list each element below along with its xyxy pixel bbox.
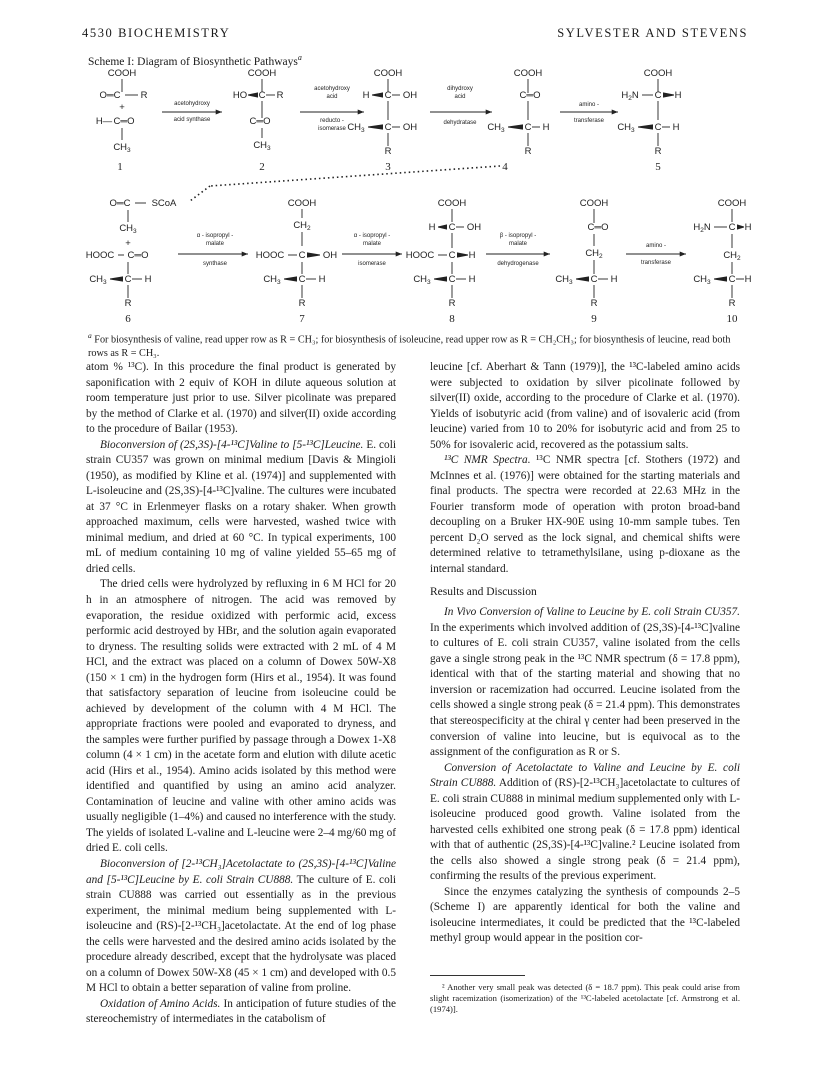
scheme-label: reducto - — [320, 118, 344, 124]
scheme-label: C — [448, 274, 456, 285]
scheme-footnote: $^a$ For biosynthesis of valine, read upper row as R = CH₃; for biosynthesis of isoleucine, read upper row as R = CH₂CH₃; for biosynthesis of leucine, read both rows as R = CH₃. — [88, 331, 731, 359]
scheme-label: R — [524, 146, 532, 157]
scheme-label: α - isopropyl - — [196, 233, 234, 239]
scheme-label: 4 — [502, 161, 508, 173]
scheme-label: acid — [454, 94, 466, 100]
scheme-label: COOH — [579, 198, 609, 209]
scheme-label: H — [744, 274, 752, 285]
scheme-label: H — [542, 122, 550, 133]
scheme-label: H — [468, 250, 476, 261]
scheme-label: 6 — [125, 313, 131, 325]
scheme-label: C — [590, 274, 598, 285]
methyl-label: $CH_3$ — [263, 274, 281, 286]
scheme-label: R — [448, 298, 456, 309]
scheme-label: C — [258, 90, 266, 101]
scheme-label: COOH — [437, 198, 467, 209]
methyl-label: $CH_3$ — [347, 122, 365, 134]
right-text-column — [430, 360, 740, 947]
scheme-label: H — [744, 222, 752, 233]
scheme-label: OH — [322, 250, 338, 261]
paragraph-text: E. coli strain CU357 was grown on minimal medium [Davis & Mingioli (1950), as modified by Kline et al. (1974)] and supplemented with L-isoleucine and (2S,3S)-[4-¹³C]valine. The cultures were incubated at 37 °C in Erlenmeyer flasks on a rotary shaker. When growth approached maximum, cells were harvested, washed twice with minimal medium, and dried at 60 °C. In typical experiments, 100 mL of medium containing 10 mg of valine yielded 55–65 mg of dried cells. — [86, 438, 396, 575]
biosynthetic-pathway-scheme — [80, 66, 750, 336]
paragraph-text: In anticipation of future studies of the stereochemistry of intermediates in the catabolism of — [86, 997, 396, 1026]
scheme-label: H — [362, 90, 370, 101]
scheme-label: HOOC — [255, 250, 285, 261]
scheme-label: C═O — [249, 116, 271, 127]
paragraph-text: Since the enzymes catalyzing the synthesis of compounds 2–5 (Scheme I) are apparently identical for both the valine and isoleucine intermediates, it could be predicted that the ¹³C-labeled methyl group would appear in the position cor- — [430, 885, 740, 945]
scheme-label: 7 — [299, 313, 305, 325]
wedge-bond — [434, 276, 447, 281]
methyl-label: $CH_3$ — [617, 122, 635, 134]
section-heading: Results and Discussion — [430, 586, 537, 599]
amino-label: $H_2N$ — [693, 222, 711, 234]
methyl-label: $CH_3$ — [253, 140, 271, 152]
wedge-bond — [372, 92, 383, 97]
scheme-label: SCoA — [151, 198, 177, 209]
scheme-label: acetohydroxy — [174, 101, 210, 107]
scheme-label: OH — [402, 90, 418, 101]
scheme-label: R — [590, 298, 598, 309]
scheme-label: acetohydroxy — [314, 86, 350, 92]
wedge-bond — [737, 224, 744, 229]
scheme-label: C═O — [113, 116, 135, 127]
scheme-label: COOH — [107, 68, 137, 79]
scheme-label: C — [654, 90, 662, 101]
scheme-label: H — [318, 274, 326, 285]
scheme-label: C — [448, 250, 456, 261]
running-header-right: SYLVESTER AND STEVENS — [557, 26, 748, 40]
paragraph — [430, 360, 740, 453]
scheme-label: malate — [362, 241, 382, 247]
scheme-label: H — [672, 122, 680, 133]
scheme-label: 8 — [449, 313, 455, 325]
methyl-label: $CH_3$ — [555, 274, 573, 286]
wedge-bond — [248, 92, 258, 97]
paragraph-lead: Bioconversion of [2-¹³CH₃]Acetolactate to (2S,3S)-[4-¹³C]Valine and [5-¹³C]Leucine by E. coli Strain CU888. — [86, 858, 396, 886]
scheme-label: C═O — [519, 90, 541, 101]
paragraph — [430, 605, 740, 760]
scheme-label: C═O — [127, 250, 149, 261]
scheme-label: HOOC — [405, 250, 435, 261]
dotted-connector — [190, 186, 210, 201]
paragraph-text: The dried cells were hydrolyzed by refluxing in 6 M HCl for 20 h in an atmosphere of nitrogen. The acid was removed by evaporation, the residue oxidized with performic acid, excess performic acid destroyed by HBr, and the solution again evaporated to dryness. The resulting solids were extracted with 2 mL of 4 M HCl, and the extract was placed on a column of Dowex 50W-X8 (150 × 1 cm) in the hydrogen form (Hirs et al., 1954). It was found that satisfactory separation of leucine from isoleucine could be achieved by development of the column with 4 M HCl. The appropriate fractions were pooled and evaporated to dryness, and the samples were further purified by passage through a Dowex 1-X8 column (4 × 1 cm) in the acetate form and elution with dilute acetic acid (Hirs et al., 1954). Amino acids isolated by this method were identified and quantified by using an amino acid analyzer. Contamination of leucine and valine with other amino acids was usually negligible (1–4%) and caused no interference with the study. The yields of isolated L-valine and L-leucine were 2–4 mg/60 mg of dried E. coli cells. — [86, 578, 396, 855]
paragraph-lead: Oxidation of Amino Acids. — [100, 997, 221, 1010]
scheme-label: β - isopropyl - — [499, 233, 537, 239]
scheme-label: R — [298, 298, 306, 309]
paragraph — [86, 997, 396, 1028]
paragraph — [430, 885, 740, 947]
paragraph-text: Addition of (RS)-[2-¹³CH₃]acetolactate to cultures of E. coli strain CU888 in minimal medium supplemented only with L-isoleucine produced good growth. Valine isolated from the harvested cells exhibited one strong peak (δ = 17.8 ppm) identical with that of authentic (2S,3S)-[4-¹³C]valine.² Leucine isolated from the cells also showed a single strong peak (δ = 21.4 ppm), confirming the results of the previous experiment. — [430, 777, 740, 883]
left-text-column — [86, 360, 396, 1028]
paragraph — [86, 577, 396, 857]
wedge-bond — [110, 276, 123, 281]
scheme-label: C — [124, 274, 132, 285]
paragraph-text: atom % ¹³C). In this procedure the final product is generated by saponification with 2 equiv of KOH in dilute aqueous solution at room temperature just prior to use. Silver picolinate was prepared by the method of Clarke et al. (1970) and silver(II) oxide according to the procedure of Bailar (1953). — [86, 361, 396, 436]
scheme-label: 3 — [385, 161, 391, 173]
paragraph-lead: Bioconversion of (2S,3S)-[4-¹³C]Valine to [5-¹³C]Leucine. — [100, 438, 364, 451]
paragraph-lead: In Vivo Conversion of Valine to Leucine by E. coli Strain CU357. — [444, 606, 740, 619]
scheme-label: C — [524, 122, 532, 133]
scheme-label: C — [384, 90, 392, 101]
methyl-label: $CH_3$ — [413, 274, 431, 286]
paragraph-text: In the experiments which involved addition of (2S,3S)-[4-¹³C]valine to cultures of E. coli strain CU357, valine isolated from the cells gave a single strong peak in the ¹³C NMR spectrum (δ = 17.8 ppm), identical with that of the starting material and showing that no inversion or racemization had occurred. Leucine isolated from the cells showed a single strong peak (δ = 21.4 ppm). This demonstrates that stereospecificity at the chiral γ center had been preserved in the conversion of valine into leucine, but is equivocal as to the assignment of the configuration as R or S. — [430, 621, 740, 759]
running-header-left: 4530 BIOCHEMISTRY — [82, 26, 231, 40]
scheme-label: COOH — [717, 198, 747, 209]
scheme-label: isomerase — [358, 261, 386, 267]
wedge-bond — [438, 224, 447, 229]
scheme-label: COOH — [373, 68, 403, 79]
scheme-label: H— — [95, 116, 113, 127]
methyl-label: $CH_3$ — [119, 223, 137, 235]
paragraph-text: The culture of E. coli strain CU888 was carried out essentially as in the previous experiment, the minimal medium being supplemented with L-isoleucine and (RS)-[2-¹³CH₃]acetolactate. At the end of log phase the cells were harvested and the desired amino acids isolated by the procedure already described, except that the hydrolysate was placed on a column of Dowex 50W-X8 (45 × 1 cm) and developed with 0.5 M HCl to obtain a better separation of valine from proline. — [86, 873, 397, 995]
scheme-label: O═C — [99, 90, 121, 101]
scheme-label: COOH — [643, 68, 673, 79]
paragraph — [86, 438, 396, 578]
scheme-label: 2 — [259, 161, 265, 173]
paragraph — [86, 360, 396, 438]
paragraph — [430, 453, 740, 577]
scheme-label: HOOC — [85, 250, 115, 261]
scheme-label: transferase — [573, 118, 605, 124]
scheme-label: dehydrogenase — [497, 261, 539, 267]
scheme-label: H — [674, 90, 682, 101]
scheme-label: OH — [402, 122, 418, 133]
scheme-label: C═O — [587, 222, 609, 233]
wedge-bond — [638, 124, 653, 129]
scheme-label: C — [384, 122, 392, 133]
scheme-label: COOH — [247, 68, 277, 79]
methyl-label: $CH_3$ — [487, 122, 505, 134]
scheme-title: Scheme I: Diagram of Biosynthetic Pathways$^a$ — [88, 53, 302, 68]
scheme-label: C — [728, 274, 736, 285]
methyl-label: $CH_3$ — [89, 274, 107, 286]
paragraph — [430, 761, 740, 885]
scheme-label: dehydratase — [443, 120, 477, 126]
scheme-label: synthase — [202, 261, 228, 267]
scheme-label: acid synthase — [173, 117, 211, 123]
scheme-label: COOH — [513, 68, 543, 79]
scheme-label: transferase — [640, 260, 672, 266]
scheme-label: 9 — [591, 313, 597, 325]
methyl-label: $CH_2$ — [723, 250, 741, 262]
paragraph — [86, 857, 396, 997]
scheme-label: 1 — [117, 161, 123, 173]
scheme-label: R — [124, 298, 132, 309]
scheme-label: H — [610, 274, 618, 285]
amino-label: $H_2N$ — [621, 90, 639, 102]
methyl-label: $CH_2$ — [585, 248, 603, 260]
wedge-bond — [714, 276, 727, 281]
scheme-label: COOH — [287, 198, 317, 209]
scheme-label: H — [468, 274, 476, 285]
scheme-label: C — [298, 274, 306, 285]
methyl-label: $CH_2$ — [293, 220, 311, 232]
paragraph-lead: ¹³C NMR Spectra. — [444, 454, 531, 467]
methyl-label: $CH_3$ — [113, 142, 131, 154]
scheme-label: C — [654, 122, 662, 133]
paragraph-lead: Conversion of Acetolactate to Valine and Leucine by E. coli Strain CU888. — [430, 761, 740, 790]
scheme-label: HO — [232, 90, 248, 101]
scheme-label: H — [144, 274, 152, 285]
paragraph-text: leucine [cf. Aberhart & Tann (1979)], the ¹³C-labeled amino acids were subjected to oxidation by silver picolinate followed by silver(II) oxide, according to the procedure of Clarke et al. (1970). Yields of isobutyric acid (from valine) and of isovaleric acid (from leucine) varied from 10 to 20% for isobutyric acid and from 25 to 50% for isovaleric acid, recovered as the potassium salts. — [430, 361, 740, 451]
wedge-bond — [457, 252, 468, 257]
scheme-label: O═C — [109, 198, 131, 209]
wedge-bond — [284, 276, 297, 281]
scheme-label: R — [384, 146, 392, 157]
paragraph-text: ¹³C NMR spectra [cf. Stothers (1972) and McInnes et al. (1976)] were obtained for the starting materials and final products. The spectra were recorded at 22.63 MHz in the Fourier transform mode of operation with proton broad-band decoupling on a Bruker HX-90E using 10-mm sample tubes. Ten percent D₂O served as the lock signal, and chemical shifts were determined relative to tetramethylsilane, using p-dioxane as the internal standard. — [430, 454, 741, 575]
wedge-bond — [663, 92, 674, 97]
scheme-label: C — [448, 222, 456, 233]
footnote-2: ² Another very small peak was detected (δ = 18.7 ppm). This peak could arise from slight racemization (isomerization) of the ¹³C-labeled acetolactate [cf. Armstrong et al. (1974)]. — [430, 982, 740, 1015]
scheme-label: 5 — [655, 161, 661, 173]
scheme-label: C — [298, 250, 306, 261]
scheme-label: dihydroxy — [447, 86, 473, 92]
scheme-label: OH — [466, 222, 482, 233]
scheme-label: + — [125, 238, 131, 249]
scheme-label: R — [140, 90, 148, 101]
footnote-rule — [430, 975, 525, 976]
scheme-label: H — [428, 222, 436, 233]
dotted-connector — [210, 166, 500, 186]
scheme-label: malate — [205, 241, 225, 247]
scheme-label: R — [276, 90, 284, 101]
wedge-bond — [307, 252, 320, 257]
wedge-bond — [508, 124, 523, 129]
scheme-label: 10 — [726, 313, 738, 325]
scheme-label: amino - — [645, 243, 667, 249]
wedge-bond — [576, 276, 589, 281]
wedge-bond — [368, 124, 383, 129]
scheme-label: R — [654, 146, 662, 157]
methyl-label: $CH_3$ — [693, 274, 711, 286]
scheme-label: C — [728, 222, 736, 233]
scheme-label: + — [119, 102, 125, 113]
scheme-label: acid — [326, 94, 338, 100]
scheme-label: α - isopropyl - — [353, 233, 391, 239]
scheme-label: amino - — [578, 102, 600, 108]
scheme-label: malate — [508, 241, 528, 247]
scheme-label: R — [728, 298, 736, 309]
scheme-label: isomerase — [318, 126, 346, 132]
